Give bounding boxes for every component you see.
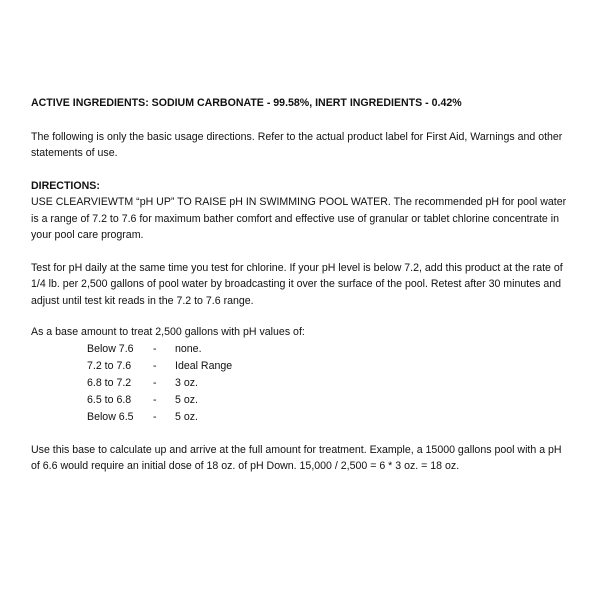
product-directions-document: [31, 95, 571, 475]
separator-dash: -: [153, 376, 157, 389]
separator-dash: -: [153, 393, 157, 406]
base-amount-intro: As a base amount to treat 2,500 gallons with pH values of:: [31, 326, 305, 338]
separator-dash: -: [153, 342, 157, 355]
ph-range-cell: 6.8 to 7.2: [87, 376, 132, 389]
ph-dosage-table: [87, 341, 571, 426]
dose-cell: Ideal Range: [175, 359, 233, 372]
separator-dash: -: [153, 359, 157, 372]
dose-cell: 3 oz.: [175, 376, 198, 389]
ph-range-cell: 7.2 to 7.6: [87, 359, 132, 372]
table-row: [87, 341, 571, 358]
dose-cell: 5 oz.: [175, 410, 198, 423]
test-paragraph: Test for pH daily at the same time you test for chlorine. If your pH level is below 7.2, add this product at the rate of 1/4 lb. per 2,500 gallons of pool water by broadcasting it over the surface of the pool. Retest after 30 minutes and adjust until test kit reads in the 7.2 to 7.6 range.: [31, 261, 563, 307]
table-row: [87, 375, 571, 392]
table-row: [87, 358, 571, 375]
separator-dash: -: [153, 410, 157, 423]
intro-paragraph: The following is only the basic usage directions. Refer to the actual product label for First Aid, Warnings and other statements of use.: [31, 130, 563, 159]
ph-range-cell: 6.5 to 6.8: [87, 393, 132, 406]
ph-range-cell: Below 6.5: [87, 410, 134, 423]
example-paragraph: Use this base to calculate up and arrive at the full amount for treatment. Example, a 15000 gallons pool with a pH of 6.6 would require an initial dose of 18 oz. of pH Down. 15,000 / 2,500 = 6 * 3 oz. = 18 oz.: [31, 443, 562, 472]
table-row: [87, 409, 571, 426]
ph-range-cell: Below 7.6: [87, 342, 134, 355]
active-ingredients-heading: ACTIVE INGREDIENTS: SODIUM CARBONATE - 99.58%, INERT INGREDIENTS - 0.42%: [31, 97, 462, 109]
dose-cell: none.: [175, 342, 202, 355]
table-row: [87, 392, 571, 409]
directions-paragraph: USE CLEARVIEWTM “pH UP” TO RAISE pH IN SWIMMING POOL WATER. The recommended pH for pool water is a range of 7.2 to 7.6 for maximum bather comfort and effective use of granular or tablet chlorine concentrate in your pool care program.: [31, 196, 567, 241]
directions-heading: DIRECTIONS:: [31, 179, 100, 192]
dose-cell: 5 oz.: [175, 393, 198, 406]
